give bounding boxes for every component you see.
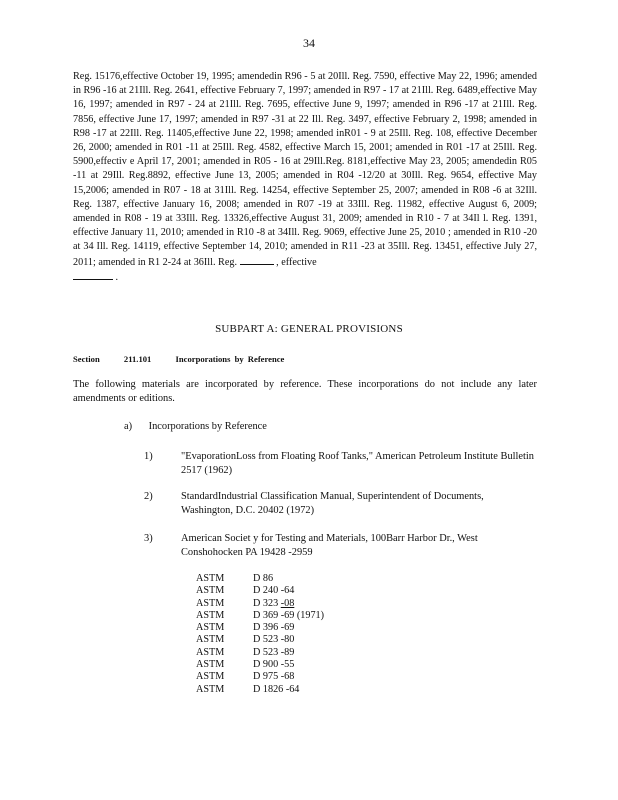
astm-designation: D 369 -69 (1971) bbox=[253, 609, 325, 621]
astm-org: ASTM bbox=[196, 585, 225, 597]
astm-org: ASTM bbox=[196, 622, 225, 634]
amendment-history bbox=[73, 70, 537, 285]
history-end: . bbox=[115, 271, 119, 283]
astm-list bbox=[196, 573, 324, 696]
reference-item bbox=[144, 490, 534, 518]
astm-amendment-underlined: -08 bbox=[280, 597, 295, 609]
subsection-label: Incorporations by Reference bbox=[148, 421, 267, 432]
astm-org: ASTM bbox=[196, 597, 225, 609]
section-number: 211.101 bbox=[123, 354, 152, 364]
history-trail: , effective bbox=[276, 256, 317, 268]
astm-designation: D 523 -80 bbox=[253, 634, 295, 646]
reference-number: 3) bbox=[144, 533, 153, 544]
reference-text: StandardIndustrial Classification Manual, Superintendent of Documents, Washington, D.C. 20402 (1972) bbox=[181, 491, 484, 516]
history-text: Reg. 15176,effective October 19, 1995; amendedin R96 - 5 at 20Ill. Reg. 7590, effective May 22, 1996; amended in R96 -16 at 21Ill. Reg. 2641, effective February 7, 1997; amended in R97 - 17 at 21Ill. Reg. 6489,effective May 16, 1997; amended in R97 - 24 at 21Ill. Reg. 7695, effective June 9, 1997; amended in R96 -17 at 21Ill. Reg. 7856, effective June 17, 1997; amended in R97 -31 at 22 Ill. Reg. 3497, effective February 2, 1998; amended in R98 -17 at 22Ill. Reg. 11405,effective June 22, 1998; amended inR01 - 9 at 25Ill. Reg. 108, effective December 26, 2000; amended in R01 -11 at 25Ill. Reg. 4582, effective March 15, 2001; amended in R01 -17 at 25Ill. Reg. 5900,effectiv e April 17, 2001; amended in R05 - 16 at 29Ill.Reg. 8181,effective May 23, 2005; amendedin R05 -11 at 29Ill. Reg.8892, effective June 13, 2005; amended in R04 -12/20 at 30Ill. Reg. 9654, effective May 15,2006; amended in R07 - 18 at 31Ill. Reg. 14254, effective September 25, 2007; amended in R08 -6 at 32Ill. Reg. 1387, effective January 16, 2008; amended in R07 -19 at 33Ill. Reg. 11982, effective August 6, 2009; amended in R08 - 19 at 33Ill. Reg. 13326,effective August 31, 2009; amended in R10 - 7 at 34Il l. Reg. 1391, effective January 11, 2010; amended in R10 -8 at 34Ill. Reg. 9069, effective June 25, 2010 ; amended in R10 -20 at 34 Ill. Reg. 14119, effective September 14, 2010; amended in R11 -23 at 35Ill. Reg. 13451, effective July 27, 2011; amended in R1 2-24 at 36Ill. Reg. bbox=[73, 71, 537, 268]
section-intro: The following materials are incorporated by reference. These incorporations do not include any later amendments or editions. bbox=[73, 379, 537, 405]
astm-designation: D 900 -55 bbox=[253, 659, 295, 671]
reference-number: 2) bbox=[144, 491, 153, 502]
astm-org: ASTM bbox=[196, 573, 225, 584]
section-label: Section bbox=[73, 354, 100, 364]
section-title: Incorporations by Reference bbox=[175, 354, 285, 364]
astm-org: ASTM bbox=[196, 671, 225, 683]
astm-row bbox=[196, 684, 324, 696]
astm-row bbox=[196, 598, 324, 610]
reference-text: American Societ y for Testing and Materials, 100Barr Harbor Dr., West Conshohocken PA 19428 -2959 bbox=[181, 533, 478, 558]
astm-row bbox=[196, 573, 324, 585]
astm-org: ASTM bbox=[196, 659, 225, 671]
reference-text: "EvaporationLoss from Floating Roof Tanks," American Petroleum Institute Bulletin 2517 (1962) bbox=[181, 451, 535, 476]
astm-designation: D 86 bbox=[253, 573, 274, 584]
reference-number: 1) bbox=[144, 451, 153, 462]
astm-row bbox=[196, 585, 324, 597]
astm-designation: D 240 -64 bbox=[253, 585, 295, 597]
astm-designation: D 323 bbox=[253, 597, 281, 609]
astm-row bbox=[196, 671, 324, 683]
astm-row bbox=[196, 622, 324, 634]
astm-org: ASTM bbox=[196, 609, 225, 621]
astm-row bbox=[196, 610, 324, 622]
astm-designation: D 523 -89 bbox=[253, 646, 295, 658]
astm-designation: D 396 -69 bbox=[253, 622, 295, 634]
astm-row bbox=[196, 659, 324, 671]
astm-designation: D 975 -68 bbox=[253, 671, 295, 683]
reference-item bbox=[144, 450, 534, 478]
page-number: 34 bbox=[303, 36, 315, 50]
subsection-marker: a) bbox=[124, 421, 133, 432]
section-heading bbox=[73, 354, 304, 364]
subsection-a bbox=[124, 421, 267, 432]
astm-org: ASTM bbox=[196, 634, 225, 646]
blank-effective-date bbox=[73, 270, 113, 280]
blank-reg-number bbox=[240, 255, 274, 265]
astm-designation: D 1826 -64 bbox=[253, 683, 300, 695]
astm-org: ASTM bbox=[196, 646, 225, 658]
astm-org: ASTM bbox=[196, 683, 225, 695]
astm-row bbox=[196, 634, 324, 646]
subpart-title: SUBPART A: GENERAL PROVISIONS bbox=[215, 323, 403, 335]
astm-row bbox=[196, 647, 324, 659]
reference-item bbox=[144, 532, 534, 560]
